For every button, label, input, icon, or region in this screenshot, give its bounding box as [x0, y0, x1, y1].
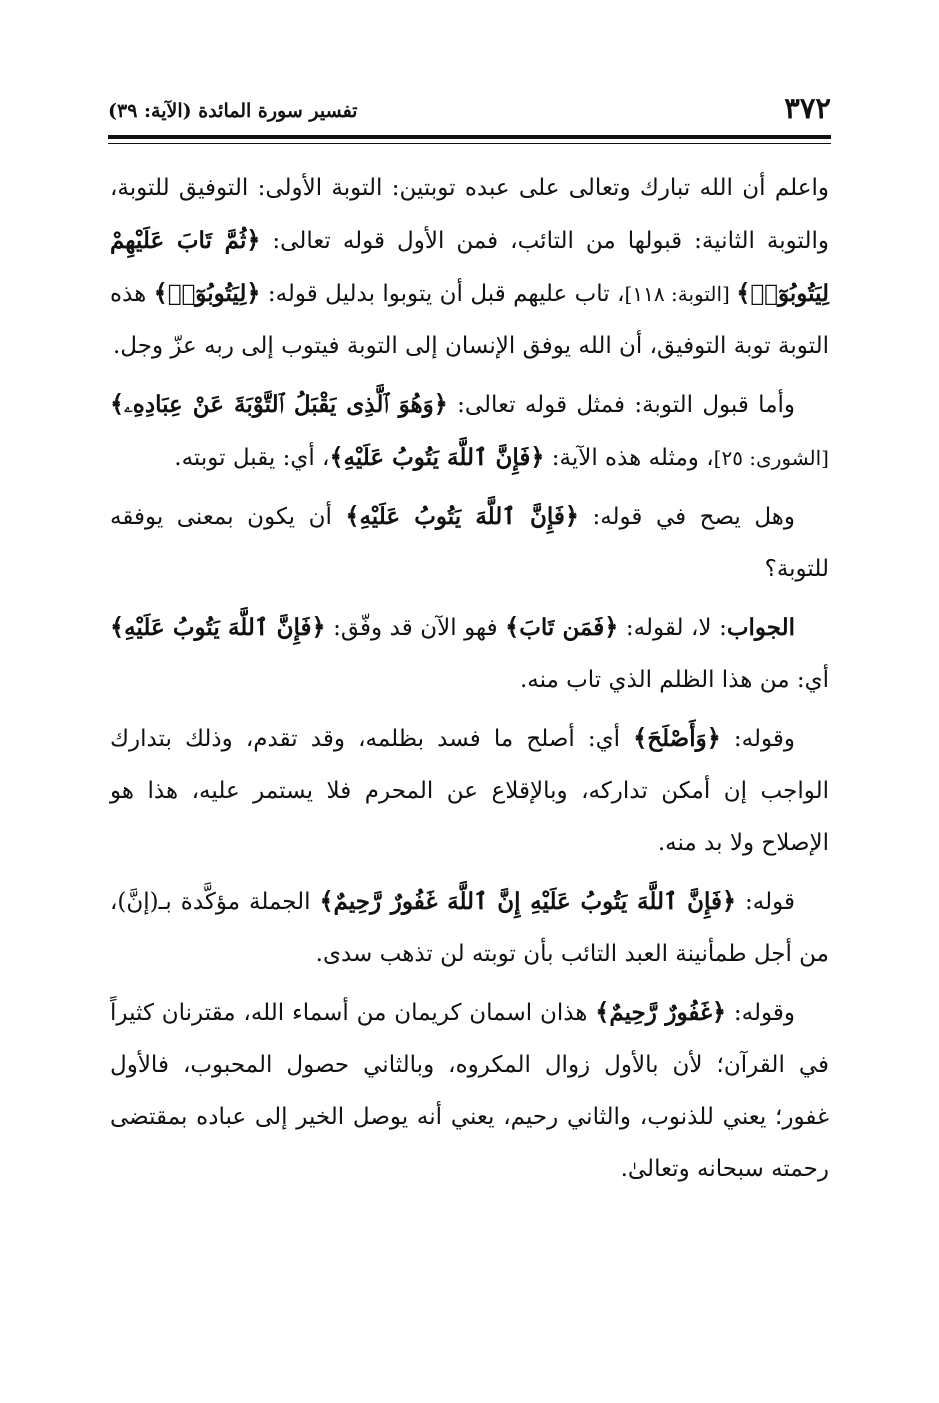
ornate-bracket-open: ﴿ [433, 389, 448, 418]
quran-quote: غَفُورٌ رَّحِيمٌ [609, 999, 713, 1026]
header-rule-thin [108, 143, 831, 144]
ornate-bracket-close: ﴾ [110, 389, 125, 418]
header-rule-thick [108, 135, 831, 139]
ornate-bracket-close: ﴾ [633, 723, 648, 752]
paragraph-text: أي: أصلح ما فسد بظلمه، وقد تقدم، وذلك بتدارك الواجب إن أمكن تداركه، وبالإقلاع عن المحرم فلا يستمر عليه، هذا هو الإصلاح ولا بد منه. [110, 726, 829, 856]
ornate-bracket-open: ﴿ [246, 278, 261, 307]
ornate-bracket-open: ﴿ [246, 225, 261, 254]
paragraph-text: فهو الآن قد وفّق: [325, 615, 506, 641]
paragraph-text: هذه التوبة توبة التوفيق، أن الله يوفق الإنسان إلى التوبة فيتوب إلى ربه عزّ وجل. [110, 281, 829, 359]
quran-quote: وَأَصْلَحَ [647, 725, 707, 752]
verse-reference: [الشورى: ٢٥] [713, 446, 829, 470]
ornate-bracket-open: ﴿ [604, 612, 619, 641]
paragraph-text: وأما قبول التوبة: فمثل قوله تعالى: [447, 392, 796, 418]
paragraph-4 [110, 601, 829, 706]
quran-quote: فَإِنَّ ٱللَّهَ يَتُوبُ عَلَيْهِ إِنَّ ٱللَّهَ غَفُورٌ رَّحِيمٌ [333, 888, 722, 915]
paragraph-3 [110, 490, 829, 595]
running-title: تفسير سورة المائدة (الآية: ٣٩) [108, 100, 358, 122]
page-header [108, 88, 831, 128]
paragraph-text: الجملة مؤكَّدة بـ(إنَّ)، من أجل طمأنينة العبد التائب بأن توبته لن تذهب سدى. [110, 889, 829, 967]
paragraph-6 [110, 875, 829, 980]
paragraph-text: وقوله: [726, 1000, 795, 1026]
quran-quote: فَإِنَّ ٱللَّهَ يَتُوبُ عَلَيْهِ [343, 444, 531, 471]
ornate-bracket-close: ﴾ [329, 442, 344, 471]
paragraph-1 [110, 162, 829, 372]
ornate-bracket-close: ﴾ [505, 612, 520, 641]
ornate-bracket-close: ﴾ [319, 886, 334, 915]
paragraph-text: وقوله: [720, 726, 795, 752]
paragraph-2 [110, 378, 829, 484]
paragraph-text: وهل يصح في قوله: [578, 504, 795, 530]
paragraph-text: هذان اسمان كريمان من أسماء الله، مقترنان كثيراً في القرآن؛ لأن بالأول زوال المكروه، وبالثاني حصول المحبوب، فالأول غفور؛ يعني للذنوب، والثاني رحيم، يعني أنه يوصل الخير إلى عباده بمقتضى رحمته سبحانه وتعالىٰ. [110, 1000, 829, 1182]
paragraph-text: : لا، لقوله: [618, 615, 727, 641]
paragraph-5 [110, 712, 829, 869]
paragraph-text: قوله: [736, 889, 796, 915]
body-text [110, 162, 829, 1201]
quran-quote: فَإِنَّ ٱللَّهَ يَتُوبُ عَلَيْهِ [359, 503, 565, 530]
quran-quote: ثُمَّ تَابَ عَلَيْهِمْ لِيَتُوبُوٓا۟ [110, 227, 830, 307]
ornate-bracket-open: ﴿ [564, 501, 579, 530]
page-number: ٣٧٢ [784, 91, 831, 125]
ornate-bracket-close: ﴾ [110, 612, 125, 641]
quran-quote: فَإِنَّ ٱللَّهَ يَتُوبُ عَلَيْهِ [124, 614, 312, 641]
quran-quote: وَهُوَ ٱلَّذِى يَقْبَلُ ٱلتَّوْبَةَ عَنْ عِبَادِهِۦ [124, 391, 434, 418]
ornate-bracket-open: ﴿ [706, 723, 721, 752]
ornate-bracket-close: ﴾ [595, 997, 610, 1026]
quran-quote: لِيَتُوبُوٓا۟ [167, 280, 247, 307]
verse-reference: [التوبة: ١١٨] [624, 282, 737, 306]
ornate-bracket-open: ﴿ [722, 886, 737, 915]
ornate-bracket-open: ﴿ [311, 612, 326, 641]
ornate-bracket-open: ﴿ [712, 997, 727, 1026]
ornate-bracket-close: ﴾ [736, 278, 751, 307]
paragraph-text: أن يكون بمعنى يوفقه للتوبة؟ [110, 504, 829, 582]
ornate-bracket-close: ﴾ [153, 278, 168, 307]
paragraph-7 [110, 986, 829, 1195]
answer-label: الجواب [726, 614, 795, 641]
ornate-bracket-close: ﴾ [345, 501, 360, 530]
paragraph-text: ، ومثله هذه الآية: [544, 445, 714, 471]
paragraph-text: واعلم أن الله تبارك وتعالى على عبده توبتين: التوبة الأولى: التوفيق للتوبة، والتوبة الثانية: قبولها من التائب، فمن الأول قوله تعالى: [110, 175, 829, 254]
paragraph-text: ، أي: يقبل توبته. [174, 445, 330, 471]
quran-quote: فَمَن تَابَ [519, 614, 605, 641]
ornate-bracket-open: ﴿ [530, 442, 545, 471]
paragraph-text: ، تاب عليهم قبل أن يتوبوا بدليل قوله: [260, 281, 625, 307]
paragraph-text: أي: من هذا الظلم الذي تاب منه. [519, 667, 829, 693]
